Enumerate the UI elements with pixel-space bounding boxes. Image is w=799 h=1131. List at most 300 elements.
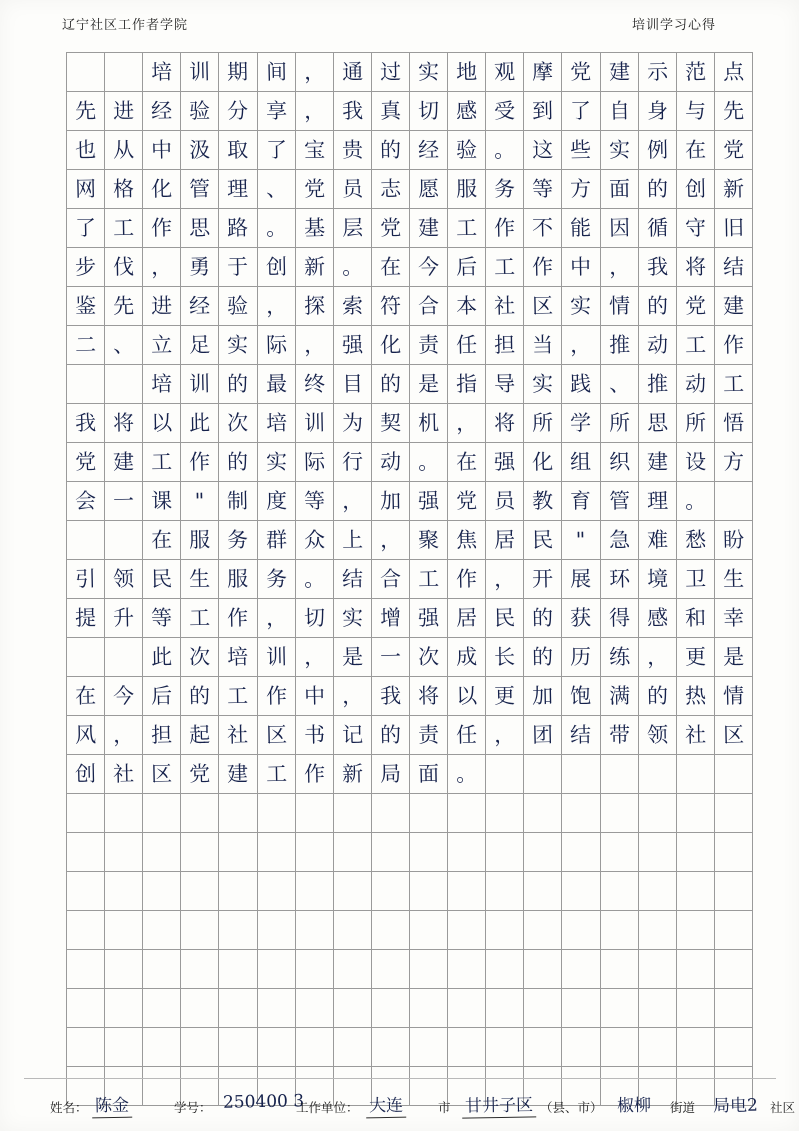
grid-cell-char: 的 — [379, 722, 402, 748]
grid-cell — [257, 833, 295, 872]
grid-cell — [67, 989, 105, 1028]
grid-cell-char: 了 — [265, 137, 287, 163]
grid-cell-char: 实 — [341, 605, 364, 631]
grid-row — [67, 833, 753, 872]
grid-cell-char: 担 — [494, 332, 516, 358]
grid-cell — [409, 521, 447, 560]
grid-cell — [562, 716, 600, 755]
grid-cell-char: 思 — [646, 410, 668, 436]
street-label: 街道 — [670, 1100, 696, 1115]
grid-cell — [486, 677, 524, 716]
grid-cell — [219, 482, 257, 521]
grid-cell — [600, 287, 638, 326]
grid-cell — [714, 209, 752, 248]
grid-cell — [219, 521, 257, 560]
grid-cell-char: 育 — [570, 488, 592, 514]
grid-cell — [448, 92, 486, 131]
grid-cell — [524, 248, 562, 287]
grid-cell-char: 分 — [227, 98, 249, 124]
grid-cell — [600, 1028, 638, 1067]
grid-cell-char: 作 — [227, 605, 249, 631]
grid-cell — [67, 716, 105, 755]
grid-cell-char: 因 — [608, 215, 630, 241]
grid-cell — [143, 326, 181, 365]
grid-cell — [714, 521, 752, 560]
grid-cell-char: 领 — [112, 566, 135, 592]
grid-cell-char: 我 — [341, 98, 364, 124]
grid-cell — [371, 677, 409, 716]
grid-cell — [448, 170, 486, 209]
grid-cell — [600, 911, 638, 950]
grid-cell — [600, 599, 638, 638]
grid-cell-char: 。 — [303, 566, 325, 592]
grid-cell — [714, 326, 752, 365]
grid-cell — [181, 716, 219, 755]
grid-cell — [409, 872, 447, 911]
grid-cell-char: 党 — [684, 293, 707, 319]
grid-cell-char: 提 — [74, 605, 97, 631]
grid-cell — [714, 872, 752, 911]
grid-cell — [257, 287, 295, 326]
grid-cell-char: 培 — [151, 371, 173, 397]
grid-row — [67, 755, 753, 794]
grid-cell — [295, 365, 333, 404]
grid-cell-char: 愿 — [417, 176, 440, 202]
grid-cell-char: 我 — [74, 410, 97, 436]
grid-cell-char: 为 — [341, 410, 364, 436]
grid-row — [67, 1028, 753, 1067]
grid-cell-char: 观 — [494, 59, 516, 85]
grid-cell-char: 不 — [532, 215, 554, 241]
grid-cell-char: 经 — [189, 293, 211, 319]
grid-cell — [524, 755, 562, 794]
grid-cell — [257, 521, 295, 560]
grid-cell-char: 契 — [379, 410, 402, 436]
grid-cell-char: 鉴 — [74, 293, 97, 319]
grid-cell — [638, 365, 676, 404]
grid-cell-char: 的 — [227, 371, 249, 397]
grid-cell — [638, 677, 676, 716]
grid-cell-char: 后 — [151, 683, 173, 709]
grid-cell — [333, 716, 371, 755]
grid-cell — [638, 599, 676, 638]
grid-cell-char: 进 — [151, 293, 173, 319]
grid-cell-char: 居 — [455, 605, 478, 631]
grid-cell-char: " — [194, 488, 205, 514]
grid-cell — [371, 482, 409, 521]
grid-cell — [67, 755, 105, 794]
grid-cell-char: 民 — [532, 527, 554, 553]
grid-cell — [448, 755, 486, 794]
grid-cell-char: 自 — [608, 98, 630, 124]
grid-cell-char: 将 — [684, 254, 707, 280]
grid-cell — [409, 599, 447, 638]
grid-cell-char: 、 — [112, 332, 135, 358]
grid-cell-char: 贵 — [341, 137, 364, 163]
grid-row — [67, 404, 753, 443]
grid-cell-char: 、 — [608, 371, 630, 397]
grid-cell — [105, 911, 143, 950]
grid-cell-char: 风 — [74, 722, 97, 748]
grid-cell — [448, 677, 486, 716]
grid-cell — [714, 638, 752, 677]
grid-cell — [105, 92, 143, 131]
grid-cell — [105, 209, 143, 248]
grid-cell — [638, 209, 676, 248]
grid-cell — [524, 950, 562, 989]
grid-cell — [448, 638, 486, 677]
grid-cell-char: 会 — [74, 488, 97, 514]
grid-cell-char: 合 — [417, 293, 440, 319]
grid-cell — [295, 482, 333, 521]
grid-cell — [676, 92, 714, 131]
grid-cell — [67, 404, 105, 443]
grid-cell — [143, 560, 181, 599]
grid-cell — [486, 716, 524, 755]
grid-cell-char: 验 — [227, 293, 249, 319]
grid-cell — [219, 404, 257, 443]
grid-cell-char: ， — [455, 410, 478, 436]
grid-cell — [257, 755, 295, 794]
grid-cell — [600, 326, 638, 365]
grid-cell-char: 社 — [227, 722, 249, 748]
grid-cell — [295, 872, 333, 911]
grid-cell — [67, 599, 105, 638]
grid-cell-char: ， — [494, 566, 516, 592]
grid-cell-char: 这 — [532, 137, 554, 163]
grid-cell — [524, 92, 562, 131]
grid-cell-char: 经 — [151, 98, 173, 124]
grid-cell-char: 期 — [227, 59, 249, 85]
grid-cell-char: 在 — [151, 527, 173, 553]
grid-cell — [67, 1028, 105, 1067]
grid-cell — [562, 521, 600, 560]
grid-cell — [67, 872, 105, 911]
grid-cell-char: 作 — [532, 254, 554, 280]
grid-cell — [562, 131, 600, 170]
grid-cell — [714, 755, 752, 794]
grid-cell-char: 符 — [379, 293, 402, 319]
grid-cell-char: 次 — [227, 410, 249, 436]
grid-cell-char: 化 — [151, 176, 173, 202]
grid-cell-char: 强 — [417, 488, 440, 514]
grid-cell-char: 管 — [608, 488, 630, 514]
grid-cell — [409, 365, 447, 404]
grid-cell — [600, 677, 638, 716]
grid-cell-char: 工 — [151, 449, 173, 475]
grid-cell — [143, 638, 181, 677]
grid-cell-char: 区 — [722, 722, 745, 748]
grid-cell-char: 上 — [341, 527, 364, 553]
grid-cell — [486, 248, 524, 287]
grid-cell-char: ， — [151, 254, 173, 280]
grid-cell — [638, 989, 676, 1028]
grid-cell — [676, 833, 714, 872]
grid-cell-char: ， — [494, 722, 516, 748]
grid-cell — [486, 989, 524, 1028]
grid-row — [67, 131, 753, 170]
grid-cell — [638, 872, 676, 911]
grid-cell-char: 步 — [74, 254, 97, 280]
grid-cell — [333, 521, 371, 560]
grid-cell-char: 工 — [455, 215, 478, 241]
grid-cell — [371, 521, 409, 560]
grid-cell-char: 。 — [417, 449, 440, 475]
footer-info — [34, 1088, 796, 1124]
grid-cell-char: 作 — [151, 215, 173, 241]
grid-cell — [714, 677, 752, 716]
grid-cell-char: 更 — [494, 683, 516, 709]
grid-cell — [371, 638, 409, 677]
grid-cell — [448, 716, 486, 755]
grid-cell-char: 所 — [608, 410, 630, 436]
grid-cell-char: 居 — [494, 527, 516, 553]
grid-cell — [105, 482, 143, 521]
grid-cell-char: 示 — [646, 59, 668, 85]
grid-cell — [486, 209, 524, 248]
grid-cell-char: 新 — [722, 176, 745, 202]
grid-cell-char: 摩 — [532, 59, 554, 85]
grid-cell — [333, 911, 371, 950]
grid-cell-char: 中 — [570, 254, 592, 280]
grid-cell — [143, 1028, 181, 1067]
grid-cell — [143, 599, 181, 638]
grid-cell-char: 的 — [646, 683, 668, 709]
grid-cell — [448, 53, 486, 92]
grid-cell-char: 化 — [532, 449, 554, 475]
grid-cell — [67, 365, 105, 404]
grid-cell — [295, 833, 333, 872]
grid-cell-char: 团 — [532, 722, 554, 748]
grid-cell-char: 以 — [455, 683, 478, 709]
grid-cell — [219, 287, 257, 326]
community-label: 社区 — [770, 1100, 796, 1115]
grid-cell — [714, 248, 752, 287]
grid-cell-char: 训 — [189, 371, 211, 397]
grid-cell-char: 切 — [417, 98, 440, 124]
grid-cell — [524, 833, 562, 872]
grid-row — [67, 560, 753, 599]
grid-cell-char: 先 — [74, 98, 97, 124]
grid-cell — [600, 833, 638, 872]
grid-cell — [676, 326, 714, 365]
grid-cell — [638, 950, 676, 989]
grid-cell-char: 格 — [112, 176, 135, 202]
grid-cell — [219, 53, 257, 92]
name-label: 姓名： — [50, 1100, 88, 1115]
grid-cell — [181, 443, 219, 482]
grid-cell-char: 党 — [303, 176, 325, 202]
grid-cell — [448, 560, 486, 599]
grid-cell — [600, 950, 638, 989]
grid-cell — [409, 989, 447, 1028]
grid-row — [67, 638, 753, 677]
grid-cell-char: 党 — [570, 59, 592, 85]
grid-cell-char: 最 — [265, 371, 287, 397]
grid-cell-char: 今 — [112, 683, 135, 709]
grid-cell — [219, 92, 257, 131]
grid-cell — [524, 404, 562, 443]
grid-cell — [295, 287, 333, 326]
grid-cell — [257, 911, 295, 950]
grid-cell-char: 将 — [494, 410, 516, 436]
grid-cell-char: 生 — [189, 566, 211, 592]
grid-cell — [562, 755, 600, 794]
grid-cell — [105, 677, 143, 716]
grid-cell-char: ， — [303, 59, 325, 85]
grid-cell-char: 的 — [227, 449, 249, 475]
grid-cell — [600, 872, 638, 911]
grid-cell — [219, 833, 257, 872]
grid-cell — [524, 209, 562, 248]
grid-cell — [219, 950, 257, 989]
grid-cell — [524, 443, 562, 482]
grid-cell-char: 、 — [265, 176, 287, 202]
grid-cell-char: 与 — [684, 98, 707, 124]
grid-cell — [143, 677, 181, 716]
grid-cell-char: 等 — [151, 605, 173, 631]
grid-cell-char: 机 — [417, 410, 440, 436]
grid-cell — [448, 911, 486, 950]
grid-cell-char: 基 — [303, 215, 325, 241]
grid-cell — [67, 638, 105, 677]
student-id-label: 学号： — [174, 1100, 212, 1115]
grid-cell — [448, 833, 486, 872]
grid-cell — [257, 1028, 295, 1067]
grid-cell-char: 感 — [646, 605, 668, 631]
grid-cell — [409, 716, 447, 755]
grid-cell-char: 合 — [379, 566, 402, 592]
grid-cell-char: 制 — [227, 488, 249, 514]
grid-cell — [448, 521, 486, 560]
grid-cell — [562, 833, 600, 872]
grid-cell-char: ， — [646, 644, 668, 670]
grid-cell — [181, 404, 219, 443]
grid-cell — [486, 443, 524, 482]
grid-cell — [409, 911, 447, 950]
grid-cell-char: ， — [112, 722, 135, 748]
grid-cell-char: 足 — [189, 332, 211, 358]
grid-cell — [257, 989, 295, 1028]
district-label: （县、市） — [540, 1100, 603, 1115]
grid-cell-char: 今 — [417, 254, 440, 280]
grid-cell — [333, 755, 371, 794]
grid-cell-char: 动 — [379, 449, 402, 475]
grid-cell-char: 强 — [494, 449, 516, 475]
grid-cell-char: 将 — [112, 410, 135, 436]
grid-cell-char: 任 — [455, 332, 478, 358]
grid-cell — [409, 53, 447, 92]
grid-cell-char: 任 — [455, 722, 478, 748]
grid-cell-char: 加 — [532, 683, 554, 709]
page-header — [0, 14, 799, 40]
grid-cell-char: 在 — [74, 683, 97, 709]
grid-cell-char: 方 — [570, 176, 592, 202]
grid-cell — [486, 170, 524, 209]
grid-cell-char: 立 — [151, 332, 173, 358]
grid-cell-char: 身 — [646, 98, 668, 124]
grid-cell — [181, 53, 219, 92]
grid-cell — [638, 53, 676, 92]
grid-cell-char: ， — [303, 332, 325, 358]
grid-cell-char: 勇 — [189, 254, 211, 280]
grid-cell — [143, 794, 181, 833]
grid-cell — [333, 131, 371, 170]
grid-cell-char: ， — [379, 527, 402, 553]
grid-cell — [181, 911, 219, 950]
grid-cell — [67, 794, 105, 833]
grid-cell — [181, 638, 219, 677]
grid-cell-char: 历 — [570, 644, 592, 670]
grid-cell — [714, 365, 752, 404]
grid-cell — [219, 560, 257, 599]
grid-cell — [638, 248, 676, 287]
grid-cell — [714, 1028, 752, 1067]
grid-cell — [295, 794, 333, 833]
grid-cell — [714, 404, 752, 443]
grid-cell — [181, 482, 219, 521]
grid-cell — [448, 287, 486, 326]
grid-cell — [181, 872, 219, 911]
grid-cell-char: 所 — [684, 410, 707, 436]
grid-cell — [562, 872, 600, 911]
grid-cell — [486, 599, 524, 638]
grid-cell-char: 开 — [532, 566, 554, 592]
grid-cell — [638, 716, 676, 755]
grid-cell — [105, 248, 143, 287]
grid-cell — [219, 443, 257, 482]
grid-cell — [448, 131, 486, 170]
grid-cell-char: 方 — [722, 449, 745, 475]
grid-cell — [676, 677, 714, 716]
grid-cell — [257, 170, 295, 209]
grid-cell — [295, 53, 333, 92]
grid-cell-char: 生 — [722, 566, 745, 592]
grid-cell — [638, 92, 676, 131]
grid-cell-char: 的 — [379, 137, 402, 163]
grid-cell-char: 培 — [265, 410, 287, 436]
grid-cell-char: 创 — [74, 761, 97, 787]
writing-grid — [66, 52, 745, 1106]
name-value: 陈金 — [92, 1091, 132, 1119]
grid-cell — [409, 950, 447, 989]
grid-cell — [105, 638, 143, 677]
grid-cell — [562, 170, 600, 209]
grid-cell-char: 索 — [341, 293, 364, 319]
grid-cell-char: 设 — [684, 449, 707, 475]
grid-cell — [409, 92, 447, 131]
grid-cell — [524, 638, 562, 677]
grid-cell — [105, 716, 143, 755]
grid-cell-char: 感 — [455, 98, 478, 124]
grid-cell — [371, 755, 409, 794]
grid-cell — [257, 794, 295, 833]
grid-cell — [371, 53, 409, 92]
grid-cell-char: 实 — [570, 293, 592, 319]
grid-cell-char: 的 — [379, 371, 402, 397]
grid-cell — [333, 482, 371, 521]
grid-cell — [67, 443, 105, 482]
grid-cell-char: 是 — [417, 371, 440, 397]
grid-cell-char: 化 — [379, 332, 402, 358]
grid-cell-char: 工 — [265, 761, 287, 787]
grid-cell-char: 众 — [303, 527, 325, 553]
grid-cell — [676, 482, 714, 521]
grid-cell — [333, 53, 371, 92]
grid-cell — [524, 989, 562, 1028]
grid-cell — [257, 53, 295, 92]
grid-cell — [600, 170, 638, 209]
